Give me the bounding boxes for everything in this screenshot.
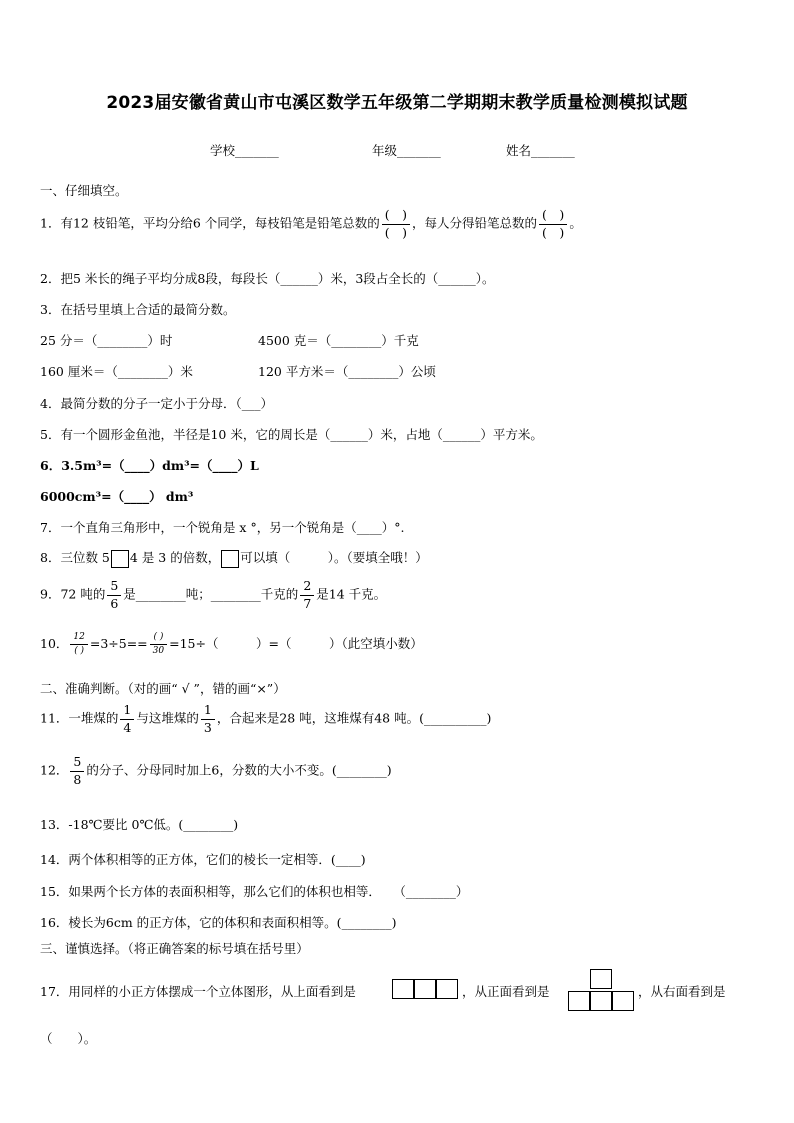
q9-text-a: 9．72 吨的	[40, 586, 106, 602]
q1-text-c: 。	[569, 215, 582, 231]
question-9	[40, 580, 386, 610]
q10-fraction-1: $\frac{12}{( )}$	[70, 633, 87, 656]
question-17-text-c: ，从右面看到是	[638, 984, 726, 999]
q11-text-a: 11．一堆煤的	[40, 710, 119, 726]
question-14: 14．两个体积相等的正方体，它们的棱长一定相等．(____)	[40, 852, 366, 867]
q12-fraction: $\frac{5}{8}$	[70, 756, 84, 786]
q10-text-c: =15÷（ ）=（ ）（此空填小数）	[169, 636, 423, 651]
question-17-text-b: ，从正面看到是	[462, 984, 550, 999]
q11-fraction-2: $\frac{1}{3}$	[201, 704, 215, 734]
question-6b: 6000cm³=（____） dm³	[40, 489, 194, 504]
q9-text-c: 是14 千克。	[316, 586, 387, 602]
q1-text-a: 1．有12 枝铅笔，平均分给6 个同学，每枝铅笔是铅笔总数的	[40, 215, 380, 231]
grade-field: 年级_______	[372, 143, 441, 158]
question-12	[40, 756, 392, 786]
q1-fraction-1: $\frac{( )}{( )}$	[382, 209, 410, 239]
q8-text-b: 4 是 3 的倍数，	[129, 550, 221, 565]
question-15: 15．如果两个长方体的表面积相等，那么它们的体积也相等． （________）	[40, 884, 469, 899]
question-17-text-a: 17．用同样的小正方体摆成一个立体图形，从上面看到是	[40, 984, 356, 999]
section-1-heading: 一、仔细填空。	[40, 183, 128, 198]
q10-text-b: =3÷5==	[89, 636, 148, 651]
question-13: 13．-18℃要比 0℃低。(________)	[40, 817, 239, 832]
question-5: 5．有一个圆形金鱼池，半径是10 米，它的周长是（______）米，占地（______）平方米。	[40, 427, 543, 442]
question-17-text-d: （ ）。	[40, 1031, 97, 1046]
question-8	[40, 549, 428, 568]
question-3d: 120 平方米＝（________）公顷	[258, 364, 436, 379]
page-title: 2023届安徽省黄山市屯溪区数学五年级第二学期期末教学质量检测模拟试题	[106, 93, 688, 113]
section-2-heading: 二、准确判断。（对的画“ √ ”，错的画“×”）	[40, 681, 286, 696]
question-2: 2．把5 米长的绳子平均分成8段，每段长（______）米，3段占全长的（______）。	[40, 271, 495, 286]
name-field: 姓名_______	[506, 143, 575, 158]
q9-fraction-1: $\frac{5}{6}$	[107, 580, 121, 610]
question-11	[40, 704, 491, 734]
digit-box	[111, 550, 129, 568]
question-3c: 160 厘米＝（________）米	[40, 364, 193, 379]
question-3: 3．在括号里填上合适的最简分数。	[40, 302, 236, 317]
question-16: 16．棱长为6cm 的正方体，它的体积和表面积相等。(________)	[40, 915, 397, 930]
q8-text-c: 可以填（ ）。（要填全哦！）	[240, 550, 428, 565]
question-7: 7．一个直角三角形中，一个锐角是 x °，另一个锐角是（____）°.	[40, 520, 405, 535]
q10-fraction-2: $\frac{( )}{30}$	[150, 633, 167, 656]
q9-text-b: 是________吨；________千克的	[123, 586, 299, 602]
q11-fraction-1: $\frac{1}{4}$	[120, 704, 134, 734]
q1-text-b: ，每人分得铅笔总数的	[412, 215, 538, 231]
question-6a: 6．3.5m³=（____）dm³=（____）L	[40, 458, 259, 473]
q8-text-a: 8．三位数 5	[40, 550, 110, 565]
q10-text-a: 10．	[40, 636, 69, 651]
question-3a: 25 分＝（________）时	[40, 333, 173, 348]
q11-text-c: ，合起来是28 吨，这堆煤有48 吨。(__________)	[216, 710, 492, 726]
question-10	[40, 633, 423, 656]
question-1	[40, 209, 582, 239]
q1-fraction-2: $\frac{( )}{( )}$	[539, 209, 567, 239]
question-4: 4．最简分数的分子一定小于分母．（___）	[40, 396, 273, 411]
section-3-heading: 三、谨慎选择。（将正确答案的标号填在括号里）	[40, 941, 309, 956]
q11-text-b: 与这堆煤的	[136, 710, 199, 726]
q12-text-b: 的分子、分母同时加上6，分数的大小不变。(________)	[86, 762, 392, 778]
q12-text-a: 12．	[40, 762, 69, 778]
digit-box	[221, 550, 239, 568]
q9-fraction-2: $\frac{2}{7}$	[300, 580, 314, 610]
question-3b: 4500 克＝（________）千克	[258, 333, 419, 348]
school-field: 学校_______	[210, 143, 279, 158]
